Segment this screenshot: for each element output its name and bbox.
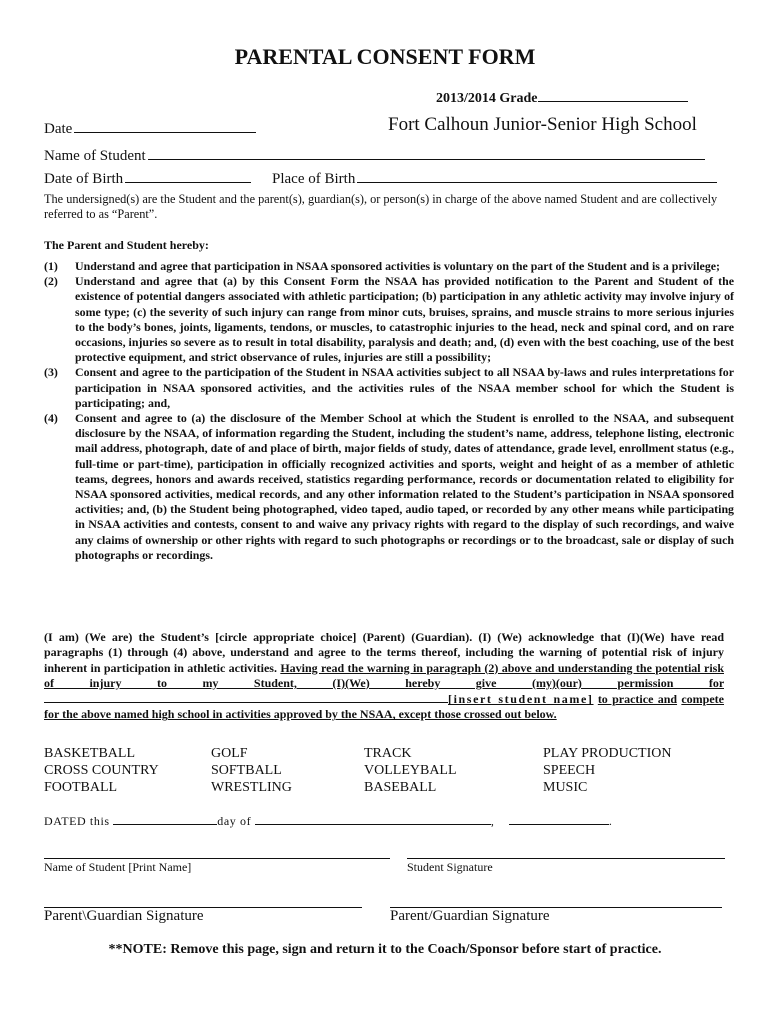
terms-item (44, 274, 734, 365)
terms-item (44, 411, 734, 563)
return-note: **NOTE: Remove this page, sign and return it to the Coach/Sponsor before start of practice. (108, 942, 662, 957)
student-signature-line[interactable] (407, 857, 725, 859)
name-of-student-label: Name of Student (44, 148, 146, 164)
form-title: PARENTAL CONSENT FORM (234, 44, 536, 69)
parent-signature-label-right: Parent/Guardian Signature (390, 908, 550, 924)
day-of-label: day of (217, 814, 252, 828)
ack-compete-text: compete for the above named high school in activities approved by the NSAA, except those crossed out below. (44, 692, 725, 722)
place-of-birth-field[interactable] (272, 168, 717, 188)
sport-music[interactable]: MUSIC (543, 780, 588, 795)
terms-item (44, 259, 734, 274)
dated-period: . (608, 814, 613, 828)
sport-cross-country[interactable]: CROSS COUNTRY (44, 763, 159, 778)
school-name: Fort Calhoun Junior-Senior High School (388, 114, 697, 135)
intro-paragraph: The undersigned(s) are the Student and the parent(s), guardian(s), or person(s) in charge of the above named Student and are collectively referred to as “Parent”. (44, 192, 718, 221)
item-text: Understand and agree that (a) by this Consent Form the NSAA has provided notification to the Parent and Student of the existence of potential dangers associated with athletic participation; (b) participation in any athletic activity may involve injury of some type; (c) the severity of such injury can range from minor cuts, bruises, sprains, and muscle strains to more serious injuries to the body’s bones, joints, ligaments, tendons, or muscles, to catastrophic injuries to the head, neck and spinal cord, and on rare occasions, injuries so severe as to result in total disability, paralysis and death; and, (d) even with the best coaching, use of the best protective equipment, and strict observance of rules, injuries are still a possibility; (75, 274, 734, 365)
student-print-name-line[interactable] (44, 857, 390, 859)
sports-column-4 (543, 745, 671, 796)
ack-permission-text: Having read the warning in paragraph (2) above and understanding the potential risk of injury to my Student, (I)(We) hereby give (my)(our) permission for (44, 660, 724, 690)
dated-comma: , (490, 814, 495, 828)
item-text: Understand and agree that participation in NSAA sponsored activities is voluntary on the part of the Student and is a privilege; (75, 259, 721, 273)
dated-year-blank[interactable] (509, 814, 609, 825)
sport-basketball[interactable]: BASKETBALL (44, 746, 135, 761)
sport-play-production[interactable]: PLAY PRODUCTION (543, 746, 672, 761)
place-of-birth-blank[interactable] (357, 168, 717, 183)
name-of-student-blank[interactable] (148, 145, 705, 160)
student-name-blank[interactable] (44, 691, 448, 703)
terms-item (44, 365, 734, 411)
insert-student-name: [insert student name] (448, 692, 594, 707)
item-number: (4) (44, 411, 58, 426)
grade-blank[interactable] (538, 88, 688, 102)
acknowledgement-paragraph (44, 630, 724, 723)
dated-label: DATED this (44, 814, 110, 828)
date-label: Date (44, 121, 73, 137)
date-field[interactable] (44, 118, 256, 138)
sport-baseball[interactable]: BASEBALL (364, 780, 437, 795)
sport-wrestling[interactable]: WRESTLING (211, 780, 292, 795)
place-of-birth-label: Place of Birth (272, 171, 356, 187)
terms-list (44, 259, 734, 563)
item-text: Consent and agree to the participation of the Student in NSAA activities subject to all NSAA by-laws and rules interpretations for participation in NSAA sponsored activities, and the activities rules of the NSAA member school for which the Student is participating; and, (75, 365, 734, 410)
dated-line (44, 814, 612, 829)
sports-column-2 (211, 745, 292, 796)
sport-softball[interactable]: SOFTBALL (211, 763, 282, 778)
sport-speech[interactable]: SPEECH (543, 763, 596, 778)
dated-month-blank[interactable] (255, 814, 491, 825)
ack-practice-text: to practice and (597, 692, 678, 707)
grade-label: 2013/2014 Grade (436, 91, 538, 106)
date-of-birth-label: Date of Birth (44, 171, 124, 187)
dated-day-blank[interactable] (113, 814, 217, 825)
ack-text: (I am) (We are) the Student’s [circle appropriate choice] (Parent) (Guardian). (I) (We) acknowledge that (I)(We) have read paragraphs (1) through (4) above, understand and agree to the terms thereof, including the warning of potential risk of injury inherent in participation in athletic activities. (44, 630, 724, 675)
hereby-heading: The Parent and Student hereby: (44, 238, 209, 252)
parent-signature-label-left: Parent\Guardian Signature (44, 908, 204, 924)
date-blank[interactable] (74, 118, 256, 133)
sport-football[interactable]: FOOTBALL (44, 780, 118, 795)
item-number: (2) (44, 274, 58, 289)
grade-field[interactable] (436, 88, 688, 107)
sport-track[interactable]: TRACK (364, 746, 412, 761)
sport-golf[interactable]: GOLF (211, 746, 248, 761)
item-number: (1) (44, 259, 58, 273)
student-print-name-label: Name of Student [Print Name] (44, 860, 192, 874)
sport-volleyball[interactable]: VOLLEYBALL (364, 763, 457, 778)
sports-column-3 (364, 745, 457, 796)
sports-column-1 (44, 745, 159, 796)
item-text: Consent and agree to (a) the disclosure of the Member School at which the Student is enrolled to the NSAA, and subsequent disclosure by the NSAA, of information regarding the Student, including the student’s name, address, telephone listing, electronic mail address, photograph, date of and place of birth, major fields of study, dates of attendance, grade level, enrollment status (e.g., full-time or part-time), participation in officially recognized activities and sports, weight and height of as a member of athletic teams, degrees, honors and awards received, statistics regarding performance, records or documentation related to eligibility for NSAA sponsored activities, medical records, and any other information related to the Student’s participation in NSAA sponsored activities; and, (b) the Student being photographed, video taped, audio taped, or recorded by any other means while participating in NSAA activities and contests, consent to and waive any privacy rights with regard to the display of such recordings, and waive any claims of ownership or other rights with regard to such photographs or recordings or to the broadcast, sale or display of such photographs or recordings. (75, 411, 734, 562)
date-of-birth-field[interactable] (44, 168, 251, 188)
student-signature-label: Student Signature (407, 860, 493, 874)
item-number: (3) (44, 365, 58, 380)
name-of-student-field[interactable] (44, 145, 705, 165)
date-of-birth-blank[interactable] (125, 168, 251, 183)
